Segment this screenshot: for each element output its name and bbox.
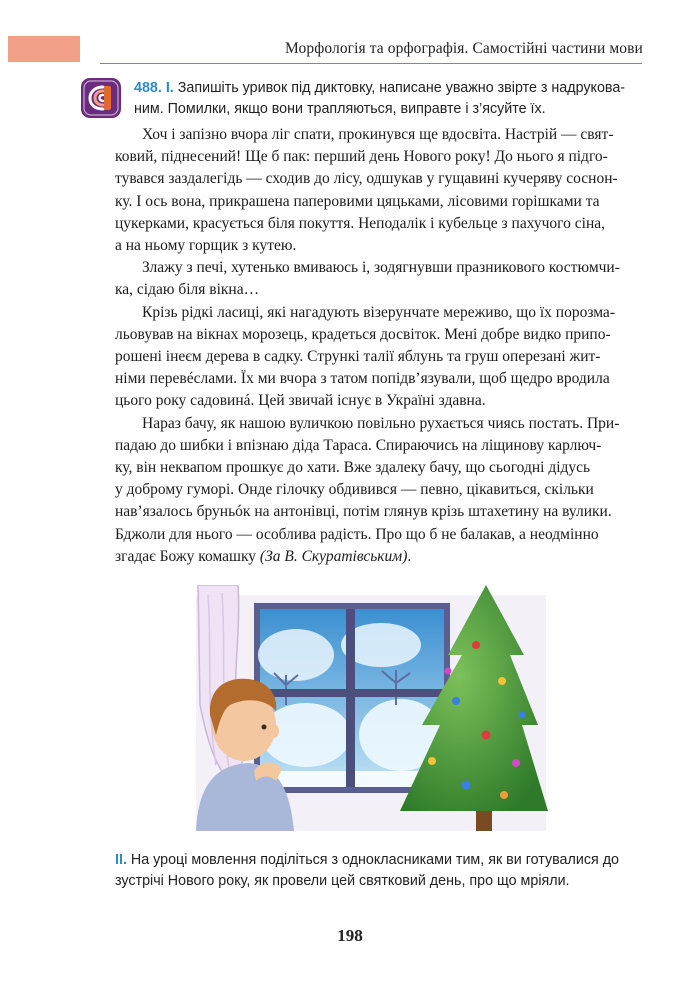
page-number: 198 <box>337 926 363 945</box>
instruction-line: ним. Помилки, якщо вони трапляються, виправте і з’ясуйте їх. <box>134 101 546 117</box>
instruction-line: Запишіть уривок під диктовку, написане уважно звірте з надрукова- <box>177 80 626 96</box>
passage-line: Крізь рідкі ласиці, які нагадують візерунчате мереживо, що їх порозма- <box>142 303 615 321</box>
header-divider <box>100 63 642 64</box>
passage-line: а на ньому горщик з кутею. <box>115 237 297 255</box>
exercise-part-label: I. <box>165 80 174 96</box>
boy-at-window-illustration <box>186 585 550 831</box>
passage-line: тувався заздалегідь — сходив до лісу, одшукав у гущавині кучеряву соснон- <box>115 170 618 188</box>
passage-line: згадає Божу комашку <box>115 547 257 565</box>
dictation-passage <box>115 124 645 568</box>
exercise-number: 488. <box>134 80 162 96</box>
passage-line: нав’язалось бруньóк на антонівці, потім глянув крізь штахетину на вулики. <box>115 503 612 521</box>
passage-line: німи перевéслами. Їх ми вчора з татом попідв’язували, щоб щедро вродила <box>115 370 610 388</box>
passage-line: ку, він неквапом прошкує до хати. Вже здалеку бачу, що сьогодні дідусь <box>115 459 591 477</box>
passage-line: у доброму гуморі. Онде гілочку обдивився — певно, цікавиться, скільки <box>115 481 594 499</box>
passage-line: рошені інеєм дерева в садку. Стрункі талії яблунь та груш оперезані жит- <box>115 348 601 366</box>
passage-line: ка, сідаю біля вікна… <box>115 281 260 299</box>
passage-line: цього року садовинá. Цей звичай існує в Україні здавна. <box>115 392 486 410</box>
passage-source: (За В. Скуратівським) <box>259 547 408 565</box>
passage-line: льовував на вікнах морозець, крадеться досвіток. Мені добре видко припо- <box>115 325 611 343</box>
passage-line: Бджоли для нього — особлива радість. Про що б не балакав, а неодмінно <box>115 525 599 543</box>
passage-line: Хоч і запізно вчора ліг спати, прокинувся ще вдосвіта. Настрій — свят- <box>142 126 614 143</box>
passage-end-punct: . <box>407 547 412 565</box>
passage-line: ку. І ось вона, прикрашена паперовими цяцьками, лісовими горішками та <box>115 192 600 210</box>
running-title: Морфологія та орфографія. Самостійні частини мови <box>285 40 643 57</box>
passage-line: ковий, піднесений! Ще б пак: перший день Нового року! До нього я підго- <box>115 148 608 166</box>
listening-ear-icon <box>80 77 122 119</box>
header-color-tab <box>8 36 80 62</box>
passage-line: Нараз бачу, як нашою вуличкою повільно рухається чиясь постать. При- <box>142 414 620 432</box>
exercise-instruction <box>134 78 644 120</box>
passage-line: падаю до шибки і впізнаю діда Тараса. Спираючись на ліщинову карлюч- <box>115 436 602 454</box>
passage-line: цукерками, красується біля покуття. Неподалік і кубельце з пахучого сіна, <box>115 214 606 232</box>
task-two-label: II. <box>115 852 127 868</box>
passage-line: Злажу з печі, хутенько вмиваюсь і, зодягнувши празникового костюмчи- <box>142 259 620 277</box>
task-two-line: На уроці мовлення поділіться з однокласниками тим, як ви готувалися до <box>130 852 619 868</box>
task-two-line: зустрічі Нового року, як провели цей святковий день, про що мріяли. <box>115 873 570 889</box>
exercise-task-two <box>115 850 647 892</box>
